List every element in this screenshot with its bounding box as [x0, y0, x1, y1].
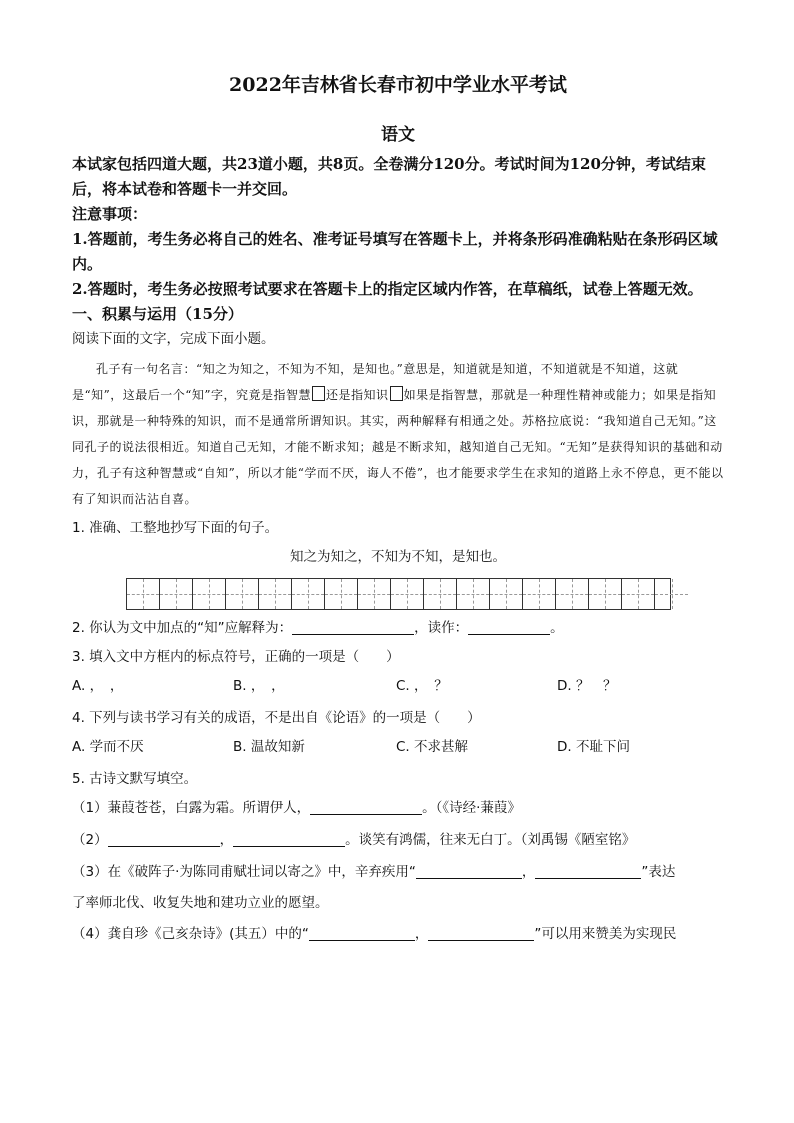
q3-option-d[interactable]: D. ？ ？ — [557, 678, 617, 694]
question-3-options — [72, 670, 724, 702]
q5-line1-text-a: （1）蒹葭苍苍，白露为霜。所谓伊人， — [72, 800, 311, 816]
grid-cell[interactable] — [523, 579, 556, 609]
question-5-line-4 — [72, 918, 724, 950]
q5-blank-4[interactable] — [416, 862, 522, 879]
question-5-line-2 — [72, 824, 724, 856]
passage-part-c: 如果是指智慧，那就是一种理性精神或能力；如果是指知识，那就是一种特殊的知识，而不是通常所谓知识。其实，两种解释有相通之处。苏格拉底说：“我知道自己无知。”这同孔子的说法很相近。知道自己无知，才能不断求知；越是不断求知，越知道自己无知。“无知”是获得知识的基础和动力，孔子有这种智慧或“自知”，所以才能“学而不厌，诲人不倦”，也才能要求学生在求知的道路上永不停息，更不能以有了知识而沾沾自喜。 — [72, 388, 724, 506]
subject-title: 语文 — [381, 125, 415, 145]
q5-blank-1[interactable] — [310, 798, 422, 815]
notes-title: 注意事项： — [72, 205, 148, 223]
q5-line3-text-a: （3）在《破阵子·为陈同甫赋壮词以寄之》中，辛弃疾用“ — [72, 864, 416, 880]
q4-option-b[interactable]: B. 温故知新 — [233, 739, 305, 755]
question-2-text-a: 2. 你认为文中加点的“知”应解释为： — [72, 620, 293, 636]
grid-cell[interactable] — [193, 579, 226, 609]
q4-option-a[interactable]: A. 学而不厌 — [72, 739, 144, 755]
grid-cell[interactable] — [226, 579, 259, 609]
grid-cell[interactable] — [160, 579, 193, 609]
passage-part-b: 还是指知识 — [326, 388, 389, 402]
grid-cell[interactable] — [292, 579, 325, 609]
q5-line1-text-b: 。（《诗经·蒹葭》 — [422, 800, 521, 816]
section-1-lead: 阅读下面的文字，完成下面小题。 — [72, 331, 275, 347]
exam-page — [72, 60, 724, 950]
reading-passage — [72, 356, 724, 512]
grid-cell[interactable] — [127, 579, 160, 609]
q3-option-a[interactable]: A. ， ， — [72, 678, 124, 694]
punctuation-box-2 — [390, 386, 403, 401]
question-5-line-1 — [72, 792, 724, 824]
grid-cell[interactable] — [391, 579, 424, 609]
question-4-label: 4. 下列与读书学习有关的成语，不是出自《论语》的一项是（ ） — [72, 710, 481, 726]
q5-line3-text-c: ”表达 — [641, 864, 676, 880]
exam-title: 2022年吉林省长春市初中学业水平考试 — [229, 74, 567, 96]
q5-line2-text-b: ， — [219, 832, 234, 848]
copy-writing-grid[interactable] — [126, 578, 671, 610]
question-1-sentence: 知之为知之，不知为不知，是知也。 — [290, 549, 506, 565]
grid-cell[interactable] — [556, 579, 589, 609]
question-2-text-c: 。 — [550, 620, 564, 636]
grid-cell[interactable] — [589, 579, 622, 609]
q4-option-d[interactable]: D. 不耻下问 — [557, 739, 630, 755]
question-5-line-3 — [72, 856, 724, 888]
answer-blank-meaning[interactable] — [292, 618, 414, 635]
q5-blank-3[interactable] — [233, 830, 345, 847]
grid-cell[interactable] — [325, 579, 358, 609]
q4-option-c[interactable]: C. 不求甚解 — [396, 739, 469, 755]
question-4-options — [72, 731, 724, 763]
q5-blank-6[interactable] — [309, 924, 415, 941]
question-1-label: 1. 准确、工整地抄写下面的句子。 — [72, 520, 279, 536]
grid-cell[interactable] — [490, 579, 523, 609]
grid-cell[interactable] — [655, 579, 688, 609]
q5-blank-7[interactable] — [428, 924, 534, 941]
grid-cell[interactable] — [358, 579, 391, 609]
q5-line4-text-b: ， — [414, 926, 429, 942]
question-2 — [72, 616, 724, 641]
q5-line3-text-b: ， — [521, 864, 536, 880]
q3-option-b[interactable]: B. ， ， — [233, 678, 285, 694]
q5-blank-5[interactable] — [535, 862, 641, 879]
question-5-line-3b: 了率师北伐、收复失地和建功立业的愿望。 — [72, 895, 329, 911]
grid-cell[interactable] — [424, 579, 457, 609]
punctuation-box-1 — [312, 386, 325, 401]
question-5-label: 5. 古诗文默写填空。 — [72, 771, 198, 787]
answer-blank-pronunciation[interactable] — [468, 618, 550, 635]
note-1: 1.答题前，考生务必将自己的姓名、准考证号填写在答题卡上，并将条形码准确粘贴在条形码区域内。 — [72, 230, 718, 273]
grid-cell[interactable] — [622, 579, 655, 609]
passage-part-a: 孔子有一句名言：“知之为知之，不知为不知，是知也。”意思是，知道就是知道，不知道就是不知道，这就是“知”，这最后一个“知”字，究竟是指智慧 — [72, 362, 679, 402]
q5-line4-text-a: （4）龚自珍《己亥杂诗》(其五）中的“ — [72, 926, 309, 942]
exam-intro: 本试家包括四道大题，共23道小题，共8页。全卷满分120分。考试时间为120分钟，考试结束后，将本试卷和答题卡一并交回。 — [72, 155, 706, 198]
grid-cell[interactable] — [457, 579, 490, 609]
q5-line4-text-c: ”可以用来赞美为实现民 — [534, 926, 677, 942]
question-3-label: 3. 填入文中方框内的标点符号，正确的一项是（ ） — [72, 649, 400, 665]
section-1-heading: 一、积累与运用（15分） — [72, 305, 243, 323]
q5-blank-2[interactable] — [108, 830, 220, 847]
q5-line2-text-a: （2） — [72, 832, 108, 848]
grid-cell[interactable] — [259, 579, 292, 609]
question-2-text-b: ，读作： — [414, 620, 469, 636]
q3-option-c[interactable]: C. ， ？ — [396, 678, 448, 694]
q5-line2-text-c: 。谈笑有鸿儒，往来无白丁。（刘禹锡《陋室铭》 — [345, 832, 636, 848]
note-2: 2.答题时，考生务必按照考试要求在答题卡上的指定区域内作答，在草稿纸，试卷上答题无效。 — [72, 280, 703, 298]
